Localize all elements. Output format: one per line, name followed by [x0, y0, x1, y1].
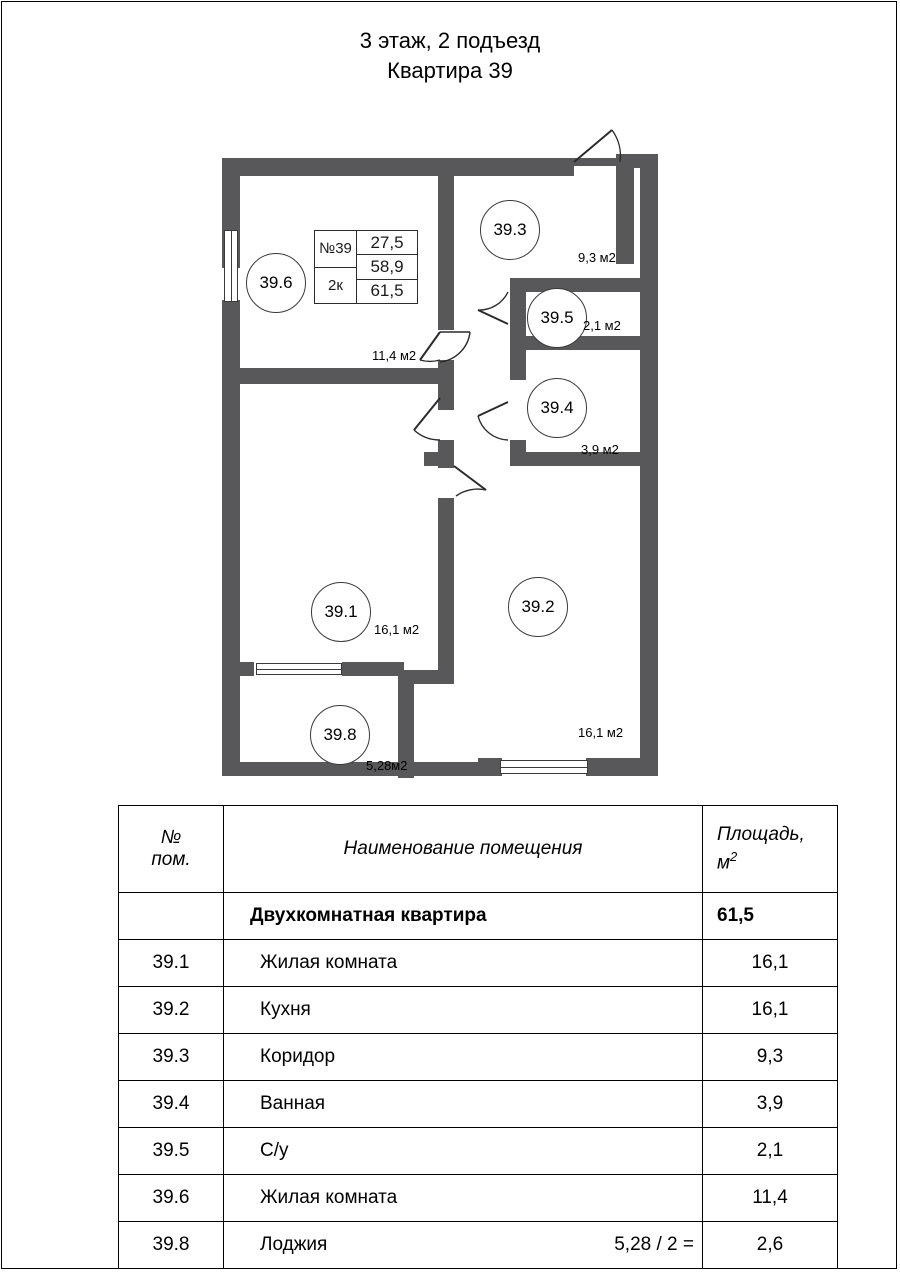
total-number: [119, 893, 224, 940]
header-number-line1: №: [160, 827, 182, 848]
row-name: Кухня: [224, 987, 703, 1034]
row-number: 39.3: [119, 1034, 224, 1081]
table-header-row: [119, 806, 838, 893]
row-area: 16,1: [703, 987, 838, 1034]
row-number: 39.4: [119, 1081, 224, 1128]
header-number-line2: пом.: [151, 849, 191, 870]
info-room-count: 2к: [328, 276, 343, 294]
row-number: 39.5: [119, 1128, 224, 1175]
room-marker-39-3: 39.3: [480, 200, 540, 260]
room-marker-39-2: 39.2: [508, 577, 568, 637]
row-number: 39.1: [119, 940, 224, 987]
room-area-39-8: 5,28м2: [366, 758, 408, 773]
header-area-line1: Площадь,: [717, 823, 805, 845]
title-line-apartment: Квартира 39: [387, 58, 513, 83]
row-area: 9,3: [703, 1034, 838, 1081]
info-area-inner: 58,9: [357, 254, 417, 278]
total-area: 61,5: [703, 893, 838, 940]
table-row: [119, 987, 838, 1034]
info-apartment-number: №39: [315, 231, 356, 268]
header-area-unit: м: [717, 852, 731, 874]
door-symbols: [0, 110, 900, 800]
header-number: [119, 806, 224, 893]
total-name: Двухкомнатная квартира: [224, 893, 703, 940]
header-area-line2: [717, 846, 829, 874]
row-note: 5,28 / 2 =: [614, 1234, 694, 1255]
row-name: С/у: [224, 1128, 703, 1175]
row-area: 2,6: [703, 1222, 838, 1269]
room-area-39-5: 2,1 м2: [583, 318, 621, 333]
room-marker-39-6: 39.6: [246, 253, 306, 313]
room-area-39-2: 16,1 м2: [578, 725, 624, 740]
header-area-unit-sup: 2: [730, 848, 738, 864]
row-number: 39.6: [119, 1175, 224, 1222]
row-area: 11,4: [703, 1175, 838, 1222]
row-area: 2,1: [703, 1128, 838, 1175]
apartment-info-box: [314, 230, 418, 304]
row-name: Коридор: [224, 1034, 703, 1081]
row-number: 39.8: [119, 1222, 224, 1269]
row-name: Жилая комната: [224, 940, 703, 987]
room-marker-39-8: 39.8: [310, 705, 370, 765]
row-area: 3,9: [703, 1081, 838, 1128]
title-line-floor: 3 этаж, 2 подъезд: [359, 28, 541, 53]
specification-table: [118, 805, 805, 1269]
table-row-total: [119, 893, 838, 940]
table-row: [119, 1128, 838, 1175]
table-row: [119, 1081, 838, 1128]
room-area-39-4: 3,9 м2: [581, 442, 619, 457]
header-name: Наименование помещения: [224, 806, 703, 893]
row-number: 39.2: [119, 987, 224, 1034]
room-marker-39-5: 39.5: [527, 288, 587, 348]
table-row: [119, 940, 838, 987]
row-name: Ванная: [224, 1081, 703, 1128]
room-area-39-3: 9,3 м2: [578, 250, 616, 265]
room-marker-39-4: 39.4: [527, 378, 587, 438]
info-area-total: 61,5: [357, 279, 417, 303]
room-area-39-1: 16,1 м2: [374, 622, 420, 637]
table-row: [119, 1222, 838, 1269]
table-row: [119, 1034, 838, 1081]
floor-plan: [0, 110, 900, 800]
table-row: [119, 1175, 838, 1222]
row-name-text: Лоджия: [260, 1234, 328, 1255]
header-area: [703, 806, 838, 893]
row-name: [224, 1222, 703, 1269]
row-name: Жилая комната: [224, 1175, 703, 1222]
info-area-living: 27,5: [370, 232, 404, 252]
row-area: 16,1: [703, 940, 838, 987]
page-title: [0, 26, 900, 86]
room-marker-39-1: 39.1: [311, 582, 371, 642]
room-area-39-6: 11,4 м2: [372, 348, 417, 363]
